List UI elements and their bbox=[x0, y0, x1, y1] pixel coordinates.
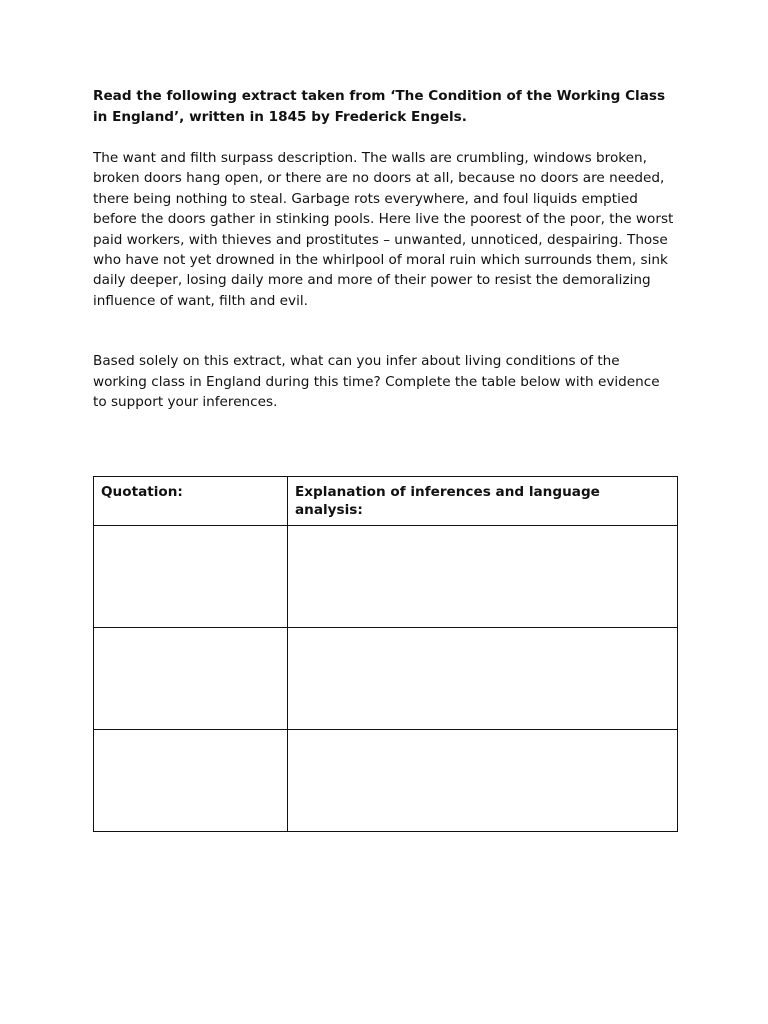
table-row bbox=[94, 730, 678, 832]
engels-extract: The want and filth surpass description. The walls are crumbling, windows broken, broken doors hang open, or there are no doors at all, because no doors are needed, there being nothing to steal. Garbage rots everywhere, and foul liquids emptied before the doors gather in stinking pools. Here live the poorest of the poor, the worst paid workers, with thieves and prostitutes – unwanted, unnoticed, despairing. Those who have not yet drowned in the whirlpool of moral ruin which surrounds them, sink daily deeper, losing daily more and more of their power to resist the demoralizing influence of want, filth and evil. bbox=[93, 150, 674, 309]
explanation-header: Explanation of inferences and language analysis: bbox=[288, 477, 678, 526]
intro-instruction: Read the following extract taken from ‘The Condition of the Working Class in England’, written in 1845 by Frederick Engels. bbox=[93, 88, 666, 125]
evidence-table bbox=[93, 476, 678, 832]
quotation-cell[interactable] bbox=[94, 628, 288, 730]
quotation-header: Quotation: bbox=[94, 477, 288, 526]
table-header-row bbox=[94, 477, 678, 526]
explanation-cell[interactable] bbox=[288, 628, 678, 730]
table-row bbox=[94, 628, 678, 730]
quotation-cell[interactable] bbox=[94, 730, 288, 832]
document-body bbox=[93, 86, 677, 412]
explanation-cell[interactable] bbox=[288, 526, 678, 628]
table-row bbox=[94, 526, 678, 628]
explanation-cell[interactable] bbox=[288, 730, 678, 832]
inference-question: Based solely on this extract, what can you infer about living conditions of the working class in England during this time? Complete the table below with evidence to support your inferences. bbox=[93, 353, 660, 411]
quotation-cell[interactable] bbox=[94, 526, 288, 628]
